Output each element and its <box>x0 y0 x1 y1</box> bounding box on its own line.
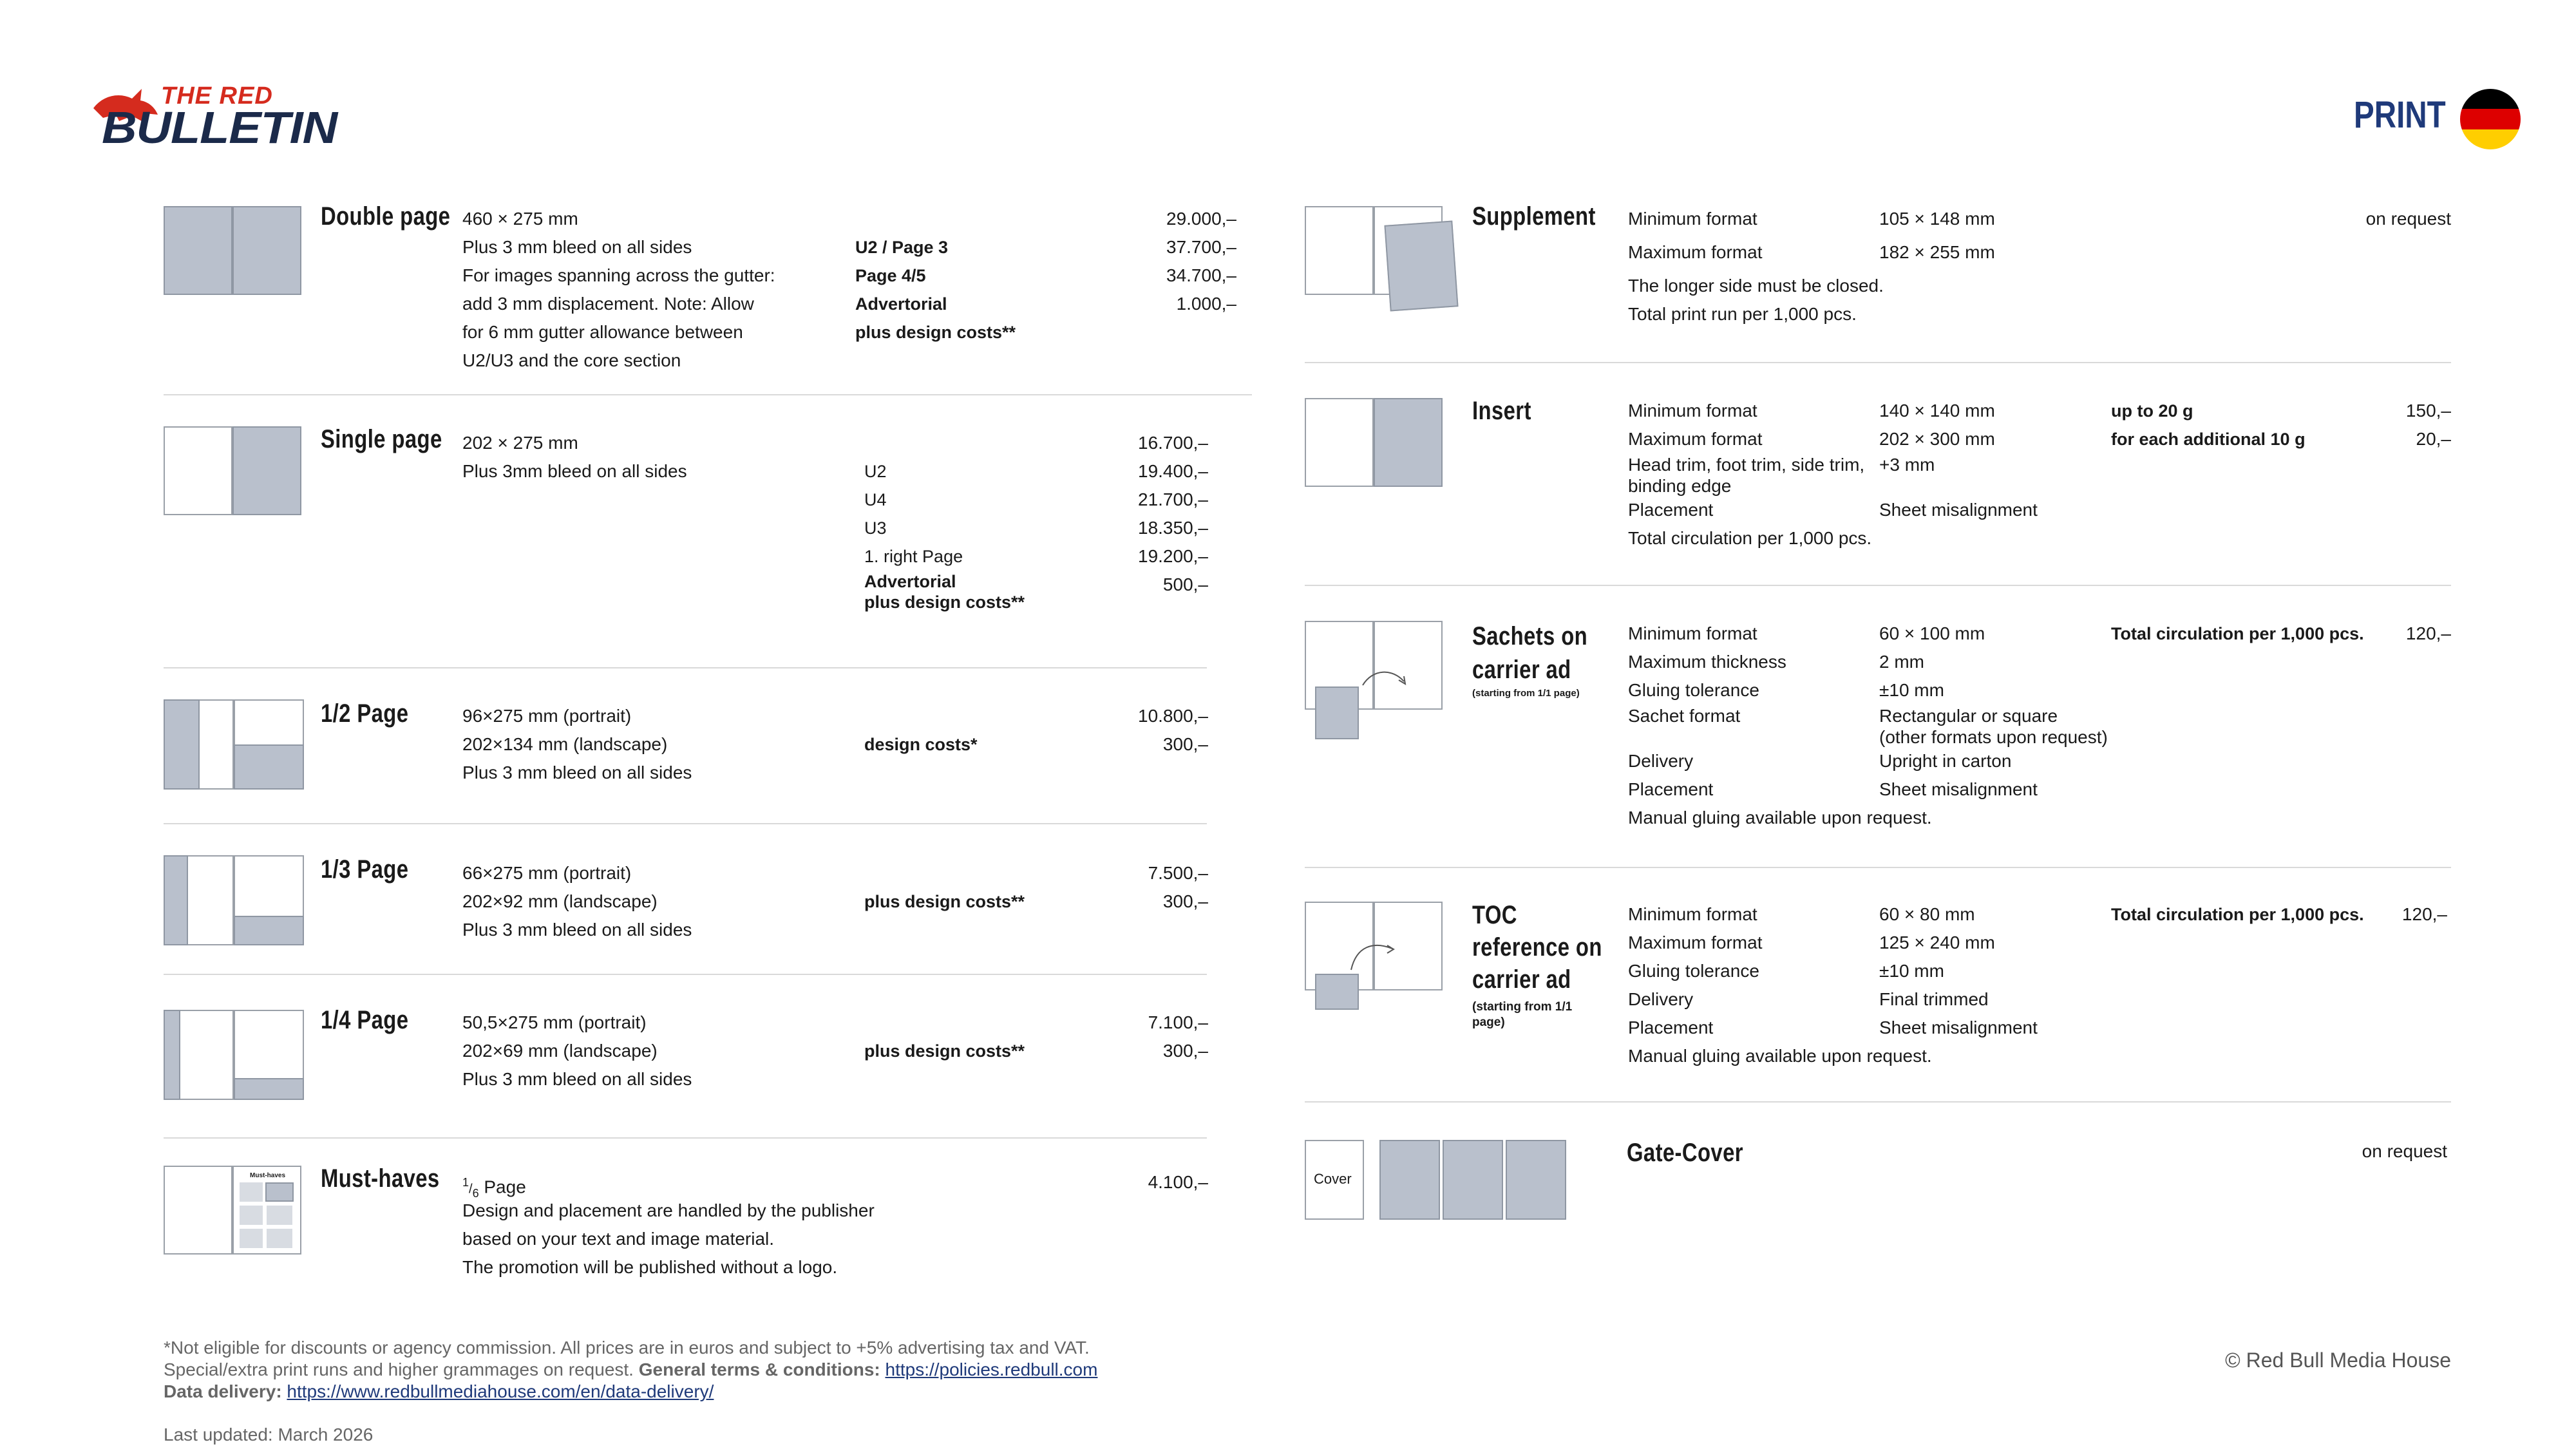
divider <box>1305 585 2451 586</box>
quarter-page-title: 1/4 Page <box>321 1006 409 1034</box>
must-haves-price: 4.100,– <box>1148 1172 1208 1192</box>
double-page-prices: 29.000,– 37.700,– 34.700,– 1.000,– <box>1166 209 1236 314</box>
third-page-label: plus design costs** <box>864 892 1025 911</box>
brand-line1: THE RED <box>161 82 273 109</box>
brand-logo <box>90 76 361 153</box>
toc-rows: Minimum format 60 × 80 mm Maximum format 125 × 240 mm Gluing tolerance ±10 mm Delivery Final trimmed Placement Sheet misalignment Manual gluing available upon request. <box>1628 904 2038 1066</box>
arrow-icon <box>1347 940 1399 972</box>
quarter-page-thumbnail <box>164 1010 304 1100</box>
third-page-title: 1/3 Page <box>321 855 409 884</box>
half-page-prices: 10.800,– 300,– <box>1138 706 1208 754</box>
half-page-label: design costs* <box>864 735 978 754</box>
single-page-thumbnail <box>164 426 301 515</box>
divider <box>1305 867 2451 868</box>
divider <box>1305 1101 2451 1103</box>
third-page-spec: 66×275 mm (portrait) 202×92 mm (landscape) Plus 3 mm bleed on all sides <box>462 863 692 940</box>
gate-cover-price: on request <box>2362 1141 2447 1161</box>
single-page-spec: 202 × 275 mm Plus 3mm bleed on all sides <box>462 433 687 481</box>
gate-cover-title: Gate-Cover <box>1627 1139 1743 1167</box>
double-page-labels: U2 / Page 3 Page 4/5 Advertorial plus design costs** <box>855 238 1016 342</box>
toc-title: TOC reference on carrier ad <box>1472 901 1602 994</box>
divider <box>164 1137 1207 1139</box>
insert-title: Insert <box>1472 397 1531 425</box>
divider <box>1305 362 2451 363</box>
half-page-thumbnail <box>164 699 304 790</box>
arrow-icon <box>1360 666 1412 692</box>
supplement-thumbnail <box>1305 206 1459 316</box>
sachets-title: Sachets on carrier ad <box>1472 622 1588 684</box>
must-haves-spec: Design and placement are handled by the publisher based on your text and image material. The promotion will be published without a logo. <box>462 1200 875 1277</box>
gate-cover-thumbnail <box>1305 1140 1569 1220</box>
double-page-spec: 460 × 275 mm Plus 3 mm bleed on all sides For images spanning across the gutter: add 3 mm displacement. Note: Allow for 6 mm gutter allowance between U2/U3 and the core section <box>462 209 775 370</box>
brand-line2: BULLETIN <box>102 102 337 153</box>
supplement-price: on request <box>2365 209 2451 229</box>
double-page-thumbnail <box>164 206 301 295</box>
must-haves-thumbnail <box>164 1166 301 1255</box>
insert-thumbnail <box>1305 398 1443 487</box>
half-page-title: 1/2 Page <box>321 699 409 728</box>
supplement-rows: Minimum format 105 × 148 mm Maximum format 182 × 255 mm The longer side must be closed. Total print run per 1,000 pcs. <box>1628 209 1995 324</box>
insert-price-labels: up to 20 g for each additional 10 g <box>2111 401 2306 449</box>
insert-rows: Minimum format 140 × 140 mm Maximum format 202 × 300 mm Head trim, foot trim, side trim, +3 mm binding edge Placement Sheet misalignment Total circulation per 1,000 pcs. <box>1628 401 2038 548</box>
sachets-subnote: (starting from 1/1 page) <box>1472 688 1580 699</box>
footer-disclaimer: *Not eligible for discounts or agency commission. All prices are in euros and subject to +5% advertising tax and VAT. <box>164 1338 1090 1358</box>
double-page-title: Double page <box>321 202 451 231</box>
divider <box>164 667 1207 668</box>
quarter-page-prices: 7.100,– 300,– <box>1148 1012 1208 1061</box>
toc-subnote: (starting from 1/1 page) <box>1472 1000 1573 1029</box>
data-delivery-link[interactable]: https://www.redbullmediahouse.com/en/data-delivery/ <box>287 1381 714 1401</box>
single-page-title: Single page <box>321 425 442 453</box>
insert-prices: 150,– 20,– <box>2405 401 2451 449</box>
last-updated: Last updated: March 2026 <box>164 1425 374 1444</box>
germany-flag-icon <box>2460 89 2521 149</box>
terms-link[interactable]: https://policies.redbull.com <box>885 1359 1098 1379</box>
divider <box>164 823 1207 824</box>
quarter-page-spec: 50,5×275 mm (portrait) 202×69 mm (landscape) Plus 3 mm bleed on all sides <box>462 1012 692 1089</box>
must-haves-thumb-label: Must-haves <box>250 1172 286 1179</box>
toc-price-label: Total circulation per 1,000 pcs. <box>2111 905 2364 924</box>
single-page-labels: U2 U4 U3 1. right Page Advertorial plus design costs** <box>864 462 1025 612</box>
toc-thumbnail <box>1305 902 1443 1011</box>
sachets-rows: Minimum format 60 × 100 mm Maximum thickness 2 mm Gluing tolerance ±10 mm Sachet format Rectangular or square (other formats upon request) Delivery Upright in carton Placement Sheet misalignment Manual gluing available upon request. <box>1628 623 2108 828</box>
quarter-page-label: plus design costs** <box>864 1041 1025 1061</box>
sachets-thumbnail <box>1305 621 1443 743</box>
must-haves-fraction: $^1/_6$ Page <box>462 1176 526 1200</box>
footer-notes: *Not eligible for discounts or agency commission. All prices are in euros and subject to +5% advertising tax and VAT. Special/extra print runs and higher grammages on request. General terms & conditions: https://policies.redbull.com Data delivery: https://www.redbullmediahouse.com/en/data-delivery/ <box>164 1338 1098 1401</box>
divider <box>164 974 1207 975</box>
toc-price: 120,– <box>2401 904 2447 924</box>
single-page-prices: 16.700,– 19.400,– 21.700,– 18.350,– 19.200,– 500,– <box>1138 433 1208 594</box>
print-label: PRINT <box>2354 94 2446 136</box>
gate-cover-label: Cover <box>1314 1171 1352 1187</box>
third-page-thumbnail <box>164 855 304 945</box>
copyright: © Red Bull Media House <box>2225 1349 2451 1372</box>
sachets-price-label: Total circulation per 1,000 pcs. <box>2111 624 2364 643</box>
third-page-prices: 7.500,– 300,– <box>1148 863 1208 911</box>
must-haves-title: Must-haves <box>321 1164 440 1193</box>
supplement-title: Supplement <box>1472 202 1596 231</box>
sachets-price: 120,– <box>2405 623 2451 643</box>
half-page-spec: 96×275 mm (portrait) 202×134 mm (landscape) Plus 3 mm bleed on all sides <box>462 706 692 782</box>
divider <box>164 394 1252 395</box>
